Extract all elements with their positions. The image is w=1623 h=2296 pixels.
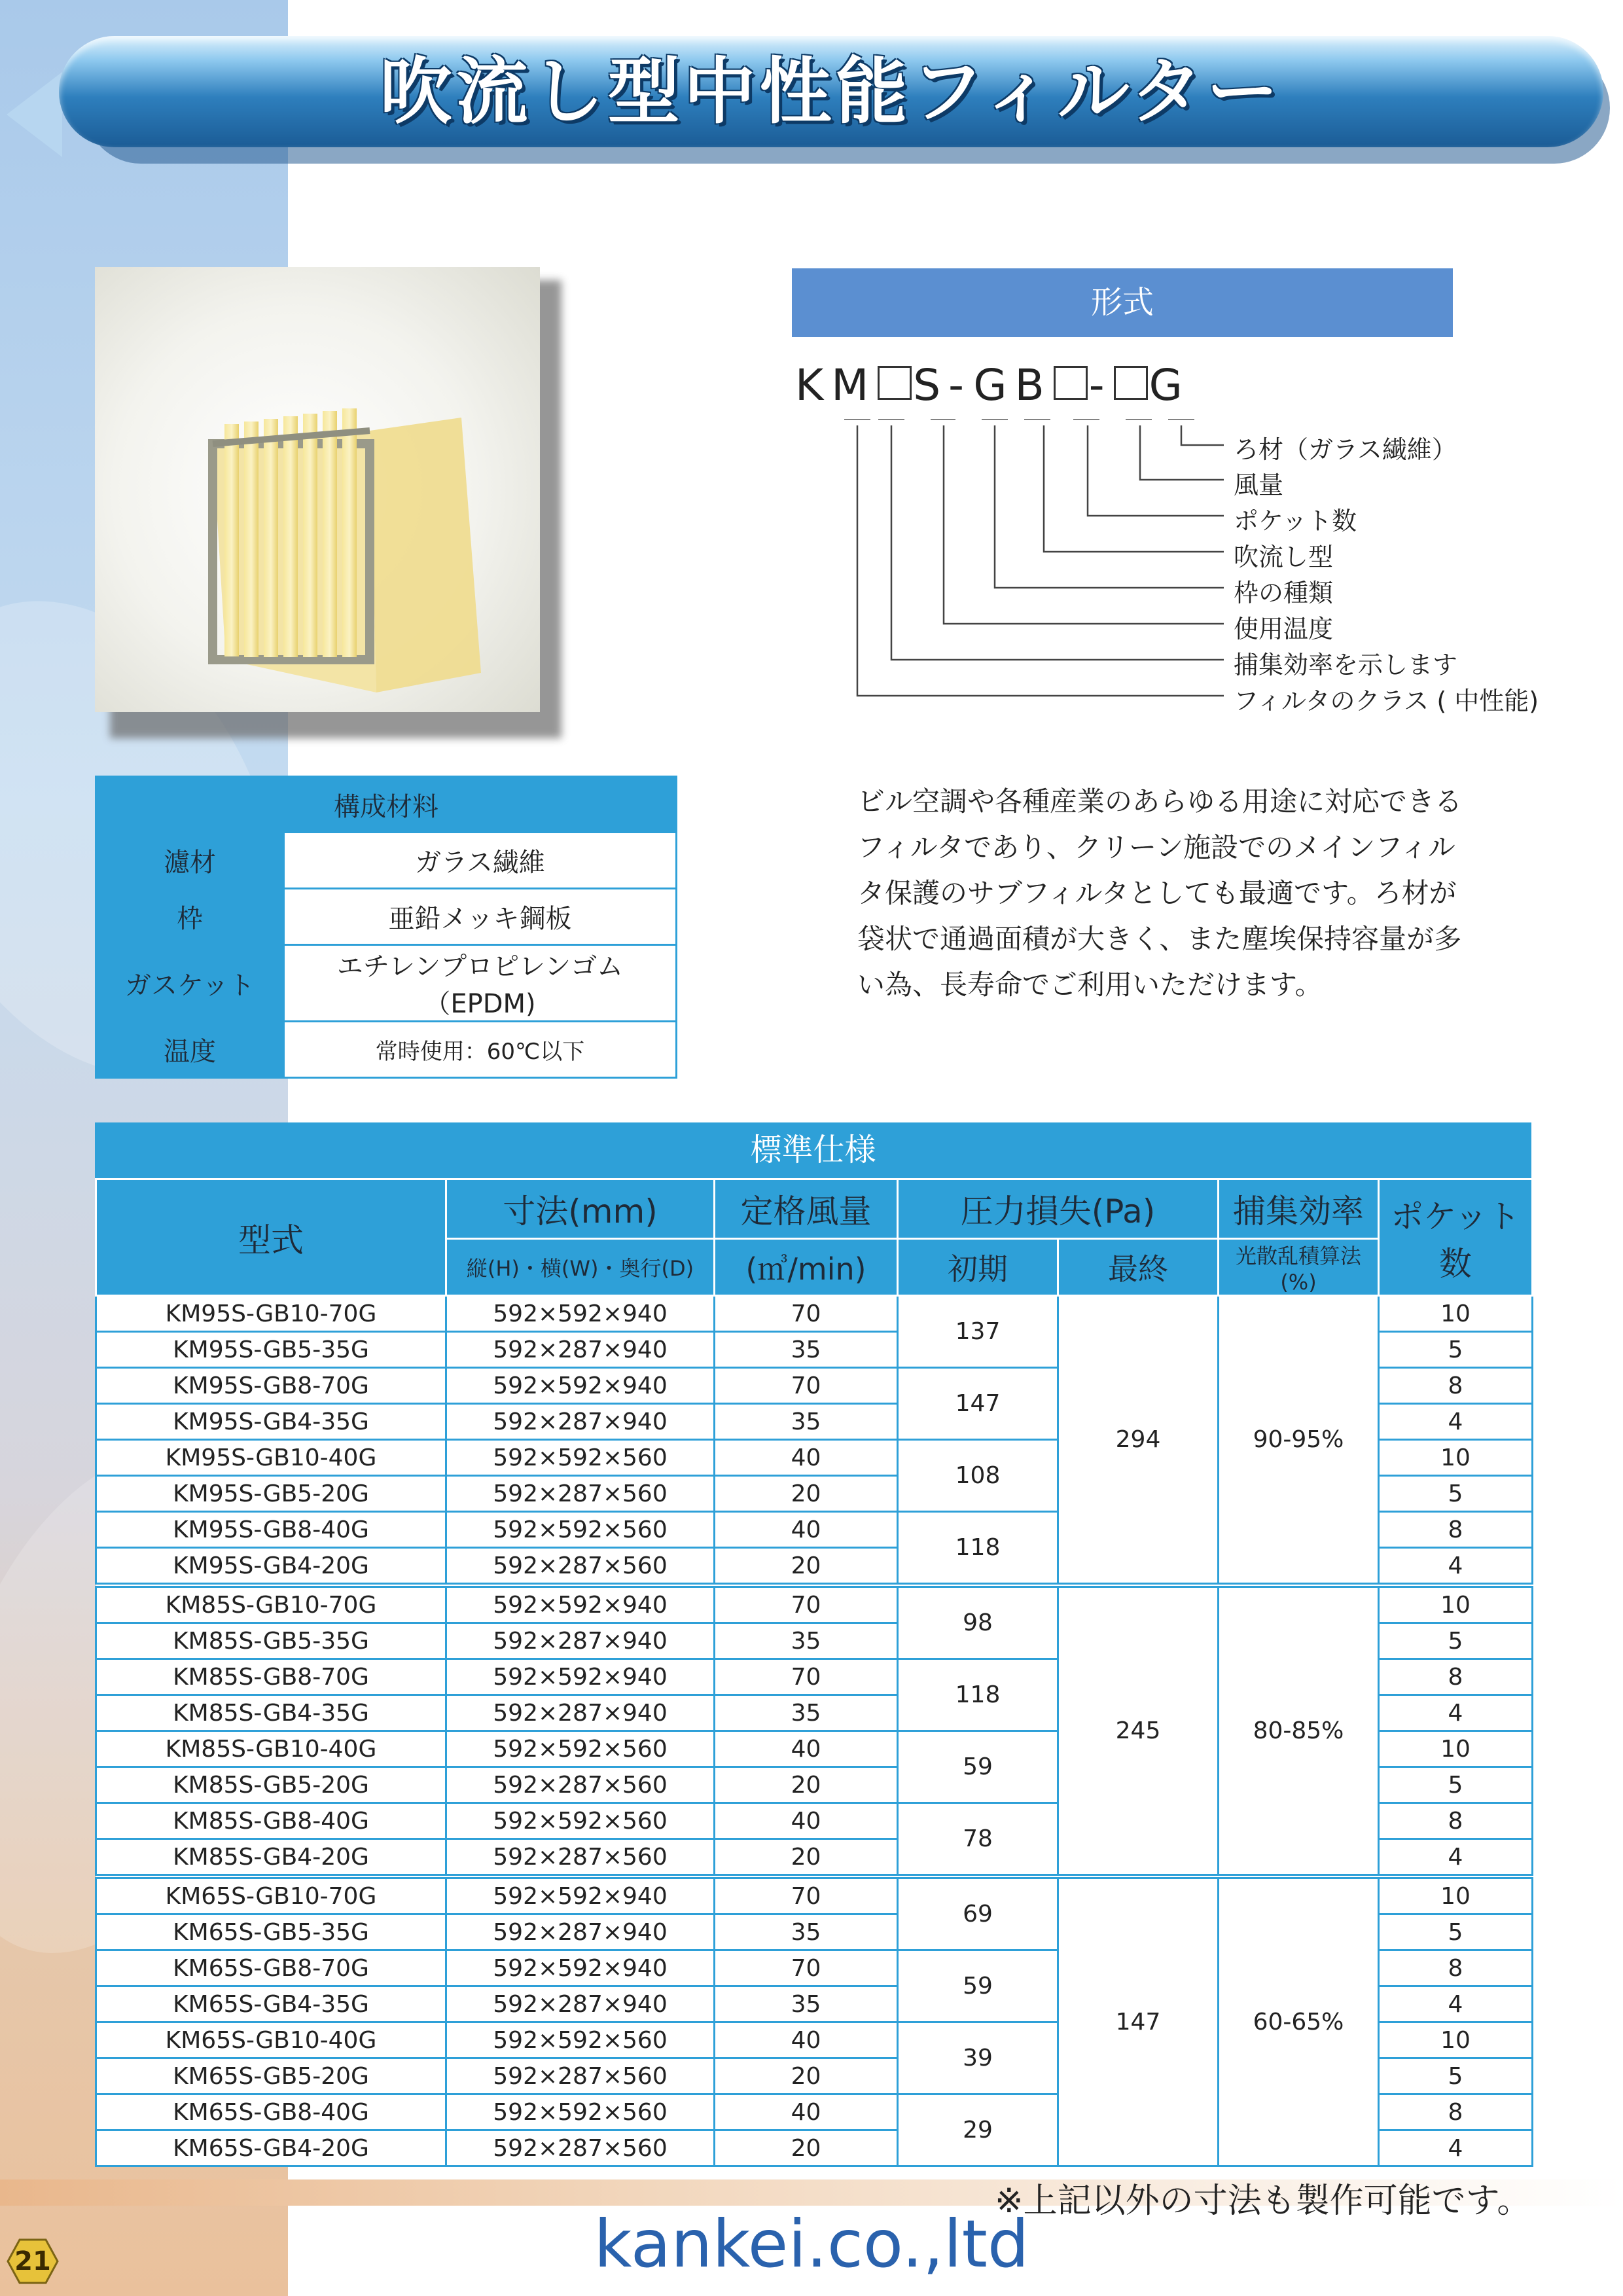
material-key: 温度 [96, 1022, 284, 1078]
initial-pressure-cell: 118 [898, 1512, 1058, 1586]
initial-pressure-cell: 39 [898, 2022, 1058, 2094]
pockets-cell: 10 [1379, 1876, 1533, 1914]
col-header-dimension: 寸法(mm) [446, 1179, 715, 1239]
airflow-cell: 35 [715, 1695, 898, 1731]
code-part: - [1088, 360, 1113, 410]
airflow-cell: 40 [715, 2022, 898, 2058]
page-number: 21 [14, 2246, 51, 2276]
model-cell: KM95S-GB10-40G [96, 1440, 446, 1476]
airflow-cell: 20 [715, 1476, 898, 1512]
format-label-efficiency: 捕集効率を示します [1234, 651, 1458, 679]
col-header-efficiency: 捕集効率 [1219, 1179, 1379, 1239]
pockets-cell: 8 [1379, 2094, 1533, 2130]
dimension-cell: 592×592×940 [446, 1659, 715, 1695]
airflow-cell: 40 [715, 1512, 898, 1548]
pockets-cell: 10 [1379, 1585, 1533, 1623]
company-footer: kankei.co.,ltd [594, 2206, 1029, 2282]
material-key: ガスケット [96, 945, 284, 1022]
spec-table [95, 1178, 1533, 2167]
airflow-cell: 20 [715, 2058, 898, 2094]
table-row [96, 889, 677, 945]
material-value: ガラス繊維 [284, 833, 677, 889]
col-subheader-final: 最終 [1058, 1239, 1219, 1296]
airflow-cell: 70 [715, 1950, 898, 1986]
pockets-cell: 8 [1379, 1368, 1533, 1404]
format-label-pockets: ポケット数 [1234, 507, 1357, 535]
dimension-cell: 592×592×560 [446, 2094, 715, 2130]
material-value: 常時使用：60℃以下 [284, 1022, 677, 1078]
table-row [96, 1022, 677, 1078]
format-label-type: 吹流し型 [1234, 543, 1334, 571]
airflow-cell: 70 [715, 1296, 898, 1332]
format-label-class: フィルタのクラス ( 中性能) [1234, 687, 1539, 715]
airflow-cell: 20 [715, 2130, 898, 2166]
pockets-cell: 4 [1379, 1839, 1533, 1877]
format-header: 形式 [792, 268, 1453, 337]
initial-pressure-cell: 98 [898, 1585, 1058, 1659]
airflow-cell: 35 [715, 1986, 898, 2022]
code-part: S-GB [913, 360, 1052, 410]
pockets-cell: 4 [1379, 2130, 1533, 2166]
description-line: タ保護のサブフィルタとしても最適です。ろ材が [857, 877, 1457, 909]
table-row [96, 833, 677, 889]
pockets-cell: 5 [1379, 1767, 1533, 1803]
format-label-frame: 枠の種類 [1234, 579, 1334, 607]
table-row [96, 1296, 1533, 1332]
final-pressure-cell: 147 [1058, 1876, 1219, 2166]
spec-title: 標準仕様 [95, 1122, 1531, 1178]
dimension-cell: 592×287×940 [446, 1404, 715, 1440]
airflow-cell: 35 [715, 1623, 898, 1659]
pockets-cell: 5 [1379, 1332, 1533, 1368]
efficiency-cell: 90-95% [1219, 1296, 1379, 1586]
format-code [795, 360, 1190, 410]
airflow-cell: 35 [715, 1914, 898, 1950]
bag-filter-illustration [95, 267, 540, 712]
model-cell: KM65S-GB4-35G [96, 1986, 446, 2022]
material-key: 枠 [96, 889, 284, 945]
dimension-cell: 592×287×560 [446, 1476, 715, 1512]
pockets-cell: 10 [1379, 1296, 1533, 1332]
description-line: い為、長寿命でご利用いただけます。 [857, 969, 1323, 1001]
model-cell: KM95S-GB10-70G [96, 1296, 446, 1332]
table-row [96, 1876, 1533, 1914]
col-header-model: 型式 [96, 1179, 446, 1296]
model-cell: KM95S-GB4-20G [96, 1548, 446, 1586]
product-description [857, 779, 1486, 1008]
pockets-cell: 4 [1379, 1548, 1533, 1586]
code-part: KM [795, 360, 877, 410]
airflow-cell: 20 [715, 1767, 898, 1803]
product-photo [95, 267, 540, 712]
efficiency-cell: 80-85% [1219, 1585, 1379, 1876]
materials-table [95, 776, 677, 1079]
model-cell: KM65S-GB5-35G [96, 1914, 446, 1950]
model-cell: KM95S-GB5-35G [96, 1332, 446, 1368]
initial-pressure-cell: 78 [898, 1803, 1058, 1877]
pockets-cell: 5 [1379, 1914, 1533, 1950]
format-diagram [844, 419, 1551, 720]
code-blank-box [1054, 366, 1088, 400]
dimension-cell: 592×592×940 [446, 1950, 715, 1986]
pockets-cell: 10 [1379, 1440, 1533, 1476]
dimension-cell: 592×592×560 [446, 2022, 715, 2058]
pockets-cell: 8 [1379, 1950, 1533, 1986]
material-value: エチレンプロピレンゴム（EPDM) [284, 945, 677, 1022]
pockets-cell: 5 [1379, 2058, 1533, 2094]
airflow-cell: 70 [715, 1659, 898, 1695]
footnote: ※上記以外の寸法も製作可能です。 [995, 2181, 1531, 2221]
dimension-cell: 592×592×560 [446, 1803, 715, 1839]
dimension-cell: 592×287×560 [446, 2130, 715, 2166]
model-cell: KM85S-GB5-35G [96, 1623, 446, 1659]
pockets-cell: 8 [1379, 1803, 1533, 1839]
airflow-cell: 70 [715, 1585, 898, 1623]
dimension-cell: 592×287×560 [446, 1839, 715, 1877]
dimension-cell: 592×287×940 [446, 1623, 715, 1659]
pockets-cell: 5 [1379, 1476, 1533, 1512]
initial-pressure-cell: 147 [898, 1368, 1058, 1440]
airflow-cell: 70 [715, 1876, 898, 1914]
pockets-cell: 8 [1379, 1659, 1533, 1695]
col-subheader-efficiency-method: 光散乱積算法(%) [1219, 1239, 1379, 1296]
initial-pressure-cell: 137 [898, 1296, 1058, 1368]
model-cell: KM85S-GB8-70G [96, 1659, 446, 1695]
col-subheader-initial: 初期 [898, 1239, 1058, 1296]
description-line: ビル空調や各種産業のあらゆる用途に対応できる [857, 785, 1463, 817]
pockets-cell: 8 [1379, 1512, 1533, 1548]
dimension-cell: 592×592×940 [446, 1876, 715, 1914]
dimension-cell: 592×287×940 [446, 1914, 715, 1950]
model-cell: KM95S-GB4-35G [96, 1404, 446, 1440]
dimension-cell: 592×592×940 [446, 1585, 715, 1623]
model-cell: KM85S-GB4-20G [96, 1839, 446, 1877]
model-cell: KM95S-GB8-70G [96, 1368, 446, 1404]
airflow-cell: 35 [715, 1332, 898, 1368]
initial-pressure-cell: 59 [898, 1950, 1058, 2022]
material-value: 亜鉛メッキ鋼板 [284, 889, 677, 945]
model-cell: KM65S-GB5-20G [96, 2058, 446, 2094]
efficiency-cell: 60-65% [1219, 1876, 1379, 2166]
dimension-cell: 592×287×560 [446, 1548, 715, 1586]
model-cell: KM95S-GB8-40G [96, 1512, 446, 1548]
model-cell: KM85S-GB4-35G [96, 1695, 446, 1731]
format-label-airflow: 風量 [1234, 471, 1284, 499]
dimension-cell: 592×287×940 [446, 1986, 715, 2022]
airflow-cell: 40 [715, 2094, 898, 2130]
pockets-cell: 10 [1379, 2022, 1533, 2058]
col-header-pressure: 圧力損失(Pa) [898, 1179, 1219, 1239]
pockets-cell: 5 [1379, 1623, 1533, 1659]
initial-pressure-cell: 29 [898, 2094, 1058, 2166]
code-blank-box [878, 366, 912, 400]
dimension-cell: 592×287×940 [446, 1332, 715, 1368]
final-pressure-cell: 294 [1058, 1296, 1219, 1586]
model-cell: KM85S-GB10-70G [96, 1585, 446, 1623]
airflow-cell: 40 [715, 1440, 898, 1476]
model-cell: KM85S-GB10-40G [96, 1731, 446, 1767]
initial-pressure-cell: 59 [898, 1731, 1058, 1803]
description-line: 袋状で通過面積が大きく、また塵埃保持容量が多 [857, 923, 1462, 955]
airflow-cell: 70 [715, 1368, 898, 1404]
initial-pressure-cell: 118 [898, 1659, 1058, 1731]
format-label-media: ろ材（ガラス繊維） [1234, 435, 1457, 464]
model-cell: KM65S-GB10-40G [96, 2022, 446, 2058]
description-line: フィルタであり、クリーン施設でのメインフィル [857, 831, 1455, 863]
material-key: 濾材 [96, 833, 284, 889]
pockets-cell: 10 [1379, 1731, 1533, 1767]
model-cell: KM65S-GB8-40G [96, 2094, 446, 2130]
airflow-cell: 20 [715, 1839, 898, 1877]
col-subheader-dimension: 縦(H)・横(W)・奥行(D) [446, 1239, 715, 1296]
dimension-cell: 592×592×560 [446, 1440, 715, 1476]
model-cell: KM65S-GB4-20G [96, 2130, 446, 2166]
col-header-pockets: ポケット数 [1379, 1179, 1533, 1296]
dimension-cell: 592×287×560 [446, 1767, 715, 1803]
pockets-cell: 4 [1379, 1695, 1533, 1731]
model-cell: KM85S-GB5-20G [96, 1767, 446, 1803]
airflow-cell: 40 [715, 1731, 898, 1767]
initial-pressure-cell: 108 [898, 1440, 1058, 1512]
col-header-airflow: 定格風量 [715, 1179, 898, 1239]
materials-header: 構成材料 [96, 777, 677, 833]
table-row [96, 1585, 1533, 1623]
airflow-cell: 40 [715, 1803, 898, 1839]
model-cell: KM95S-GB5-20G [96, 1476, 446, 1512]
pockets-cell: 4 [1379, 1404, 1533, 1440]
code-part: G [1149, 360, 1190, 410]
dimension-cell: 592×592×940 [446, 1368, 715, 1404]
code-blank-box [1114, 366, 1148, 400]
banner-arrow-icon [7, 72, 62, 157]
airflow-cell: 20 [715, 1548, 898, 1586]
format-label-temperature: 使用温度 [1234, 615, 1334, 643]
dimension-cell: 592×592×560 [446, 1512, 715, 1548]
dimension-cell: 592×287×940 [446, 1695, 715, 1731]
dimension-cell: 592×287×560 [446, 2058, 715, 2094]
model-cell: KM65S-GB8-70G [96, 1950, 446, 1986]
dimension-cell: 592×592×940 [446, 1296, 715, 1332]
initial-pressure-cell: 69 [898, 1876, 1058, 1950]
col-subheader-airflow: (㎥/min) [715, 1239, 898, 1296]
model-cell: KM85S-GB8-40G [96, 1803, 446, 1839]
pockets-cell: 4 [1379, 1986, 1533, 2022]
dimension-cell: 592×592×560 [446, 1731, 715, 1767]
table-row [96, 945, 677, 1022]
airflow-cell: 35 [715, 1404, 898, 1440]
model-cell: KM65S-GB10-70G [96, 1876, 446, 1914]
page-title: 吹流し型中性能フィルター [380, 50, 1283, 134]
final-pressure-cell: 245 [1058, 1585, 1219, 1876]
spec-table-body [96, 1296, 1533, 2166]
